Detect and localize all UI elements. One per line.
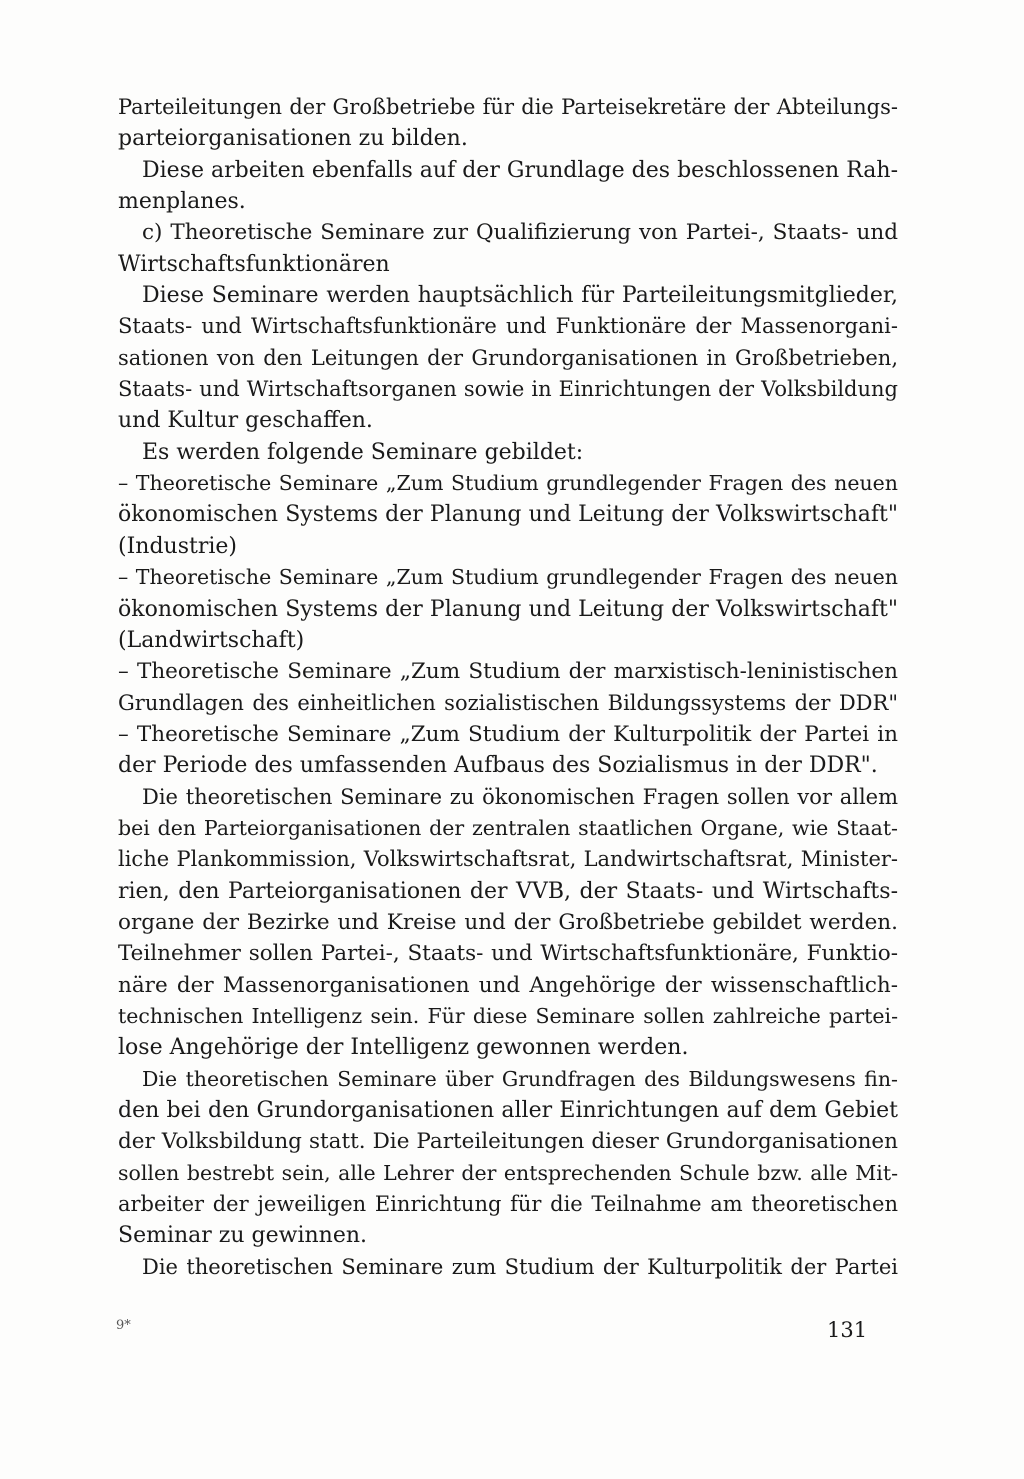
text-line: menplanes. xyxy=(118,189,246,215)
text-line: bei den Parteiorganisationen der zentralen staatlichen Organe, wie Staat- xyxy=(118,815,898,840)
text-line: – Theoretische Seminare „Zum Studium grundlegender Fragen des neuen xyxy=(118,471,898,496)
text-line: lose Angehörige der Intelligenz gewonnen werden. xyxy=(118,1035,689,1061)
text-line: – Theoretische Seminare „Zum Studium grundlegender Fragen des neuen xyxy=(118,565,898,590)
text-line: Staats- und Wirtschaftsfunktionäre und Funktionäre der Massenorgani- xyxy=(118,314,898,339)
text-line: rien, den Parteiorganisationen der VVB, der Staats- und Wirtschafts- xyxy=(118,878,898,904)
text-line: liche Plankommission, Volkswirtschaftsrat, Landwirtschaftsrat, Minister- xyxy=(118,847,898,872)
text-line: ökonomischen Systems der Planung und Leitung der Volkswirtschaft" xyxy=(118,502,898,528)
text-line: technischen Intelligenz sein. Für diese Seminare sollen zahlreiche partei- xyxy=(118,1003,898,1028)
text-line: – Theoretische Seminare „Zum Studium der Kulturpolitik der Partei in xyxy=(118,721,898,747)
text-line: c) Theoretische Seminare zur Qualifizierung von Partei-, Staats- und xyxy=(142,220,898,246)
text-line: parteiorganisationen zu bilden. xyxy=(118,126,468,152)
text-line: Parteileitungen der Großbetriebe für die Parteisekretäre der Abteilungs- xyxy=(118,95,898,119)
text-line: Die theoretischen Seminare über Grundfragen des Bildungswesens fin- xyxy=(142,1066,898,1091)
signature-mark: 9* xyxy=(116,1318,131,1333)
text-line: sollen bestrebt sein, alle Lehrer der entsprechenden Schule bzw. alle Mit- xyxy=(118,1160,898,1185)
text-line: Die theoretischen Seminare zu ökonomischen Fragen sollen vor allem xyxy=(142,784,898,809)
text-line: ökonomischen Systems der Planung und Leitung der Volkswirtschaft" xyxy=(118,596,898,622)
text-line: organe der Bezirke und Kreise und der Großbetriebe gebildet werden. xyxy=(118,909,898,935)
body-text xyxy=(118,92,898,1283)
text-line: Diese arbeiten ebenfalls auf der Grundlage des beschlossenen Rah- xyxy=(142,157,898,183)
text-line: Seminar zu gewinnen. xyxy=(118,1223,368,1249)
text-line: Die theoretischen Seminare zum Studium der Kulturpolitik der Partei xyxy=(142,1254,898,1279)
text-line: der Periode des umfassenden Aufbaus des Sozialismus in der DDR". xyxy=(118,753,878,779)
text-line: Diese Seminare werden hauptsächlich für Parteileitungsmitglieder, xyxy=(142,283,898,309)
text-line: sationen von den Leitungen der Grundorganisationen in Großbetrieben, xyxy=(118,345,898,370)
text-line: (Industrie) xyxy=(118,533,237,559)
text-line: Wirtschaftsfunktionären xyxy=(118,251,390,277)
text-line: Grundlagen des einheitlichen sozialistischen Bildungssystems der DDR" xyxy=(118,690,898,715)
text-line: Staats- und Wirtschaftsorganen sowie in Einrichtungen der Volksbildung xyxy=(118,377,898,402)
text-line: der Volksbildung statt. Die Parteileitungen dieser Grundorganisationen xyxy=(118,1129,898,1155)
text-line: und Kultur geschaffen. xyxy=(118,408,373,434)
text-line: näre der Massenorganisationen und Angehörige der wissenschaftlich- xyxy=(118,972,898,998)
text-line: den bei den Grundorganisationen aller Einrichtungen auf dem Gebiet xyxy=(118,1098,898,1123)
text-line: Teilnehmer sollen Partei-, Staats- und Wirtschaftsfunktionäre, Funktio- xyxy=(118,941,898,967)
text-line: arbeiter der jeweiligen Einrichtung für die Teilnahme am theoretischen xyxy=(118,1192,898,1217)
text-line: (Landwirtschaft) xyxy=(118,627,305,653)
page-number: 131 xyxy=(827,1318,868,1342)
text-line: Es werden folgende Seminare gebildet: xyxy=(142,439,584,465)
text-line: – Theoretische Seminare „Zum Studium der marxistisch-leninistischen xyxy=(118,659,898,685)
